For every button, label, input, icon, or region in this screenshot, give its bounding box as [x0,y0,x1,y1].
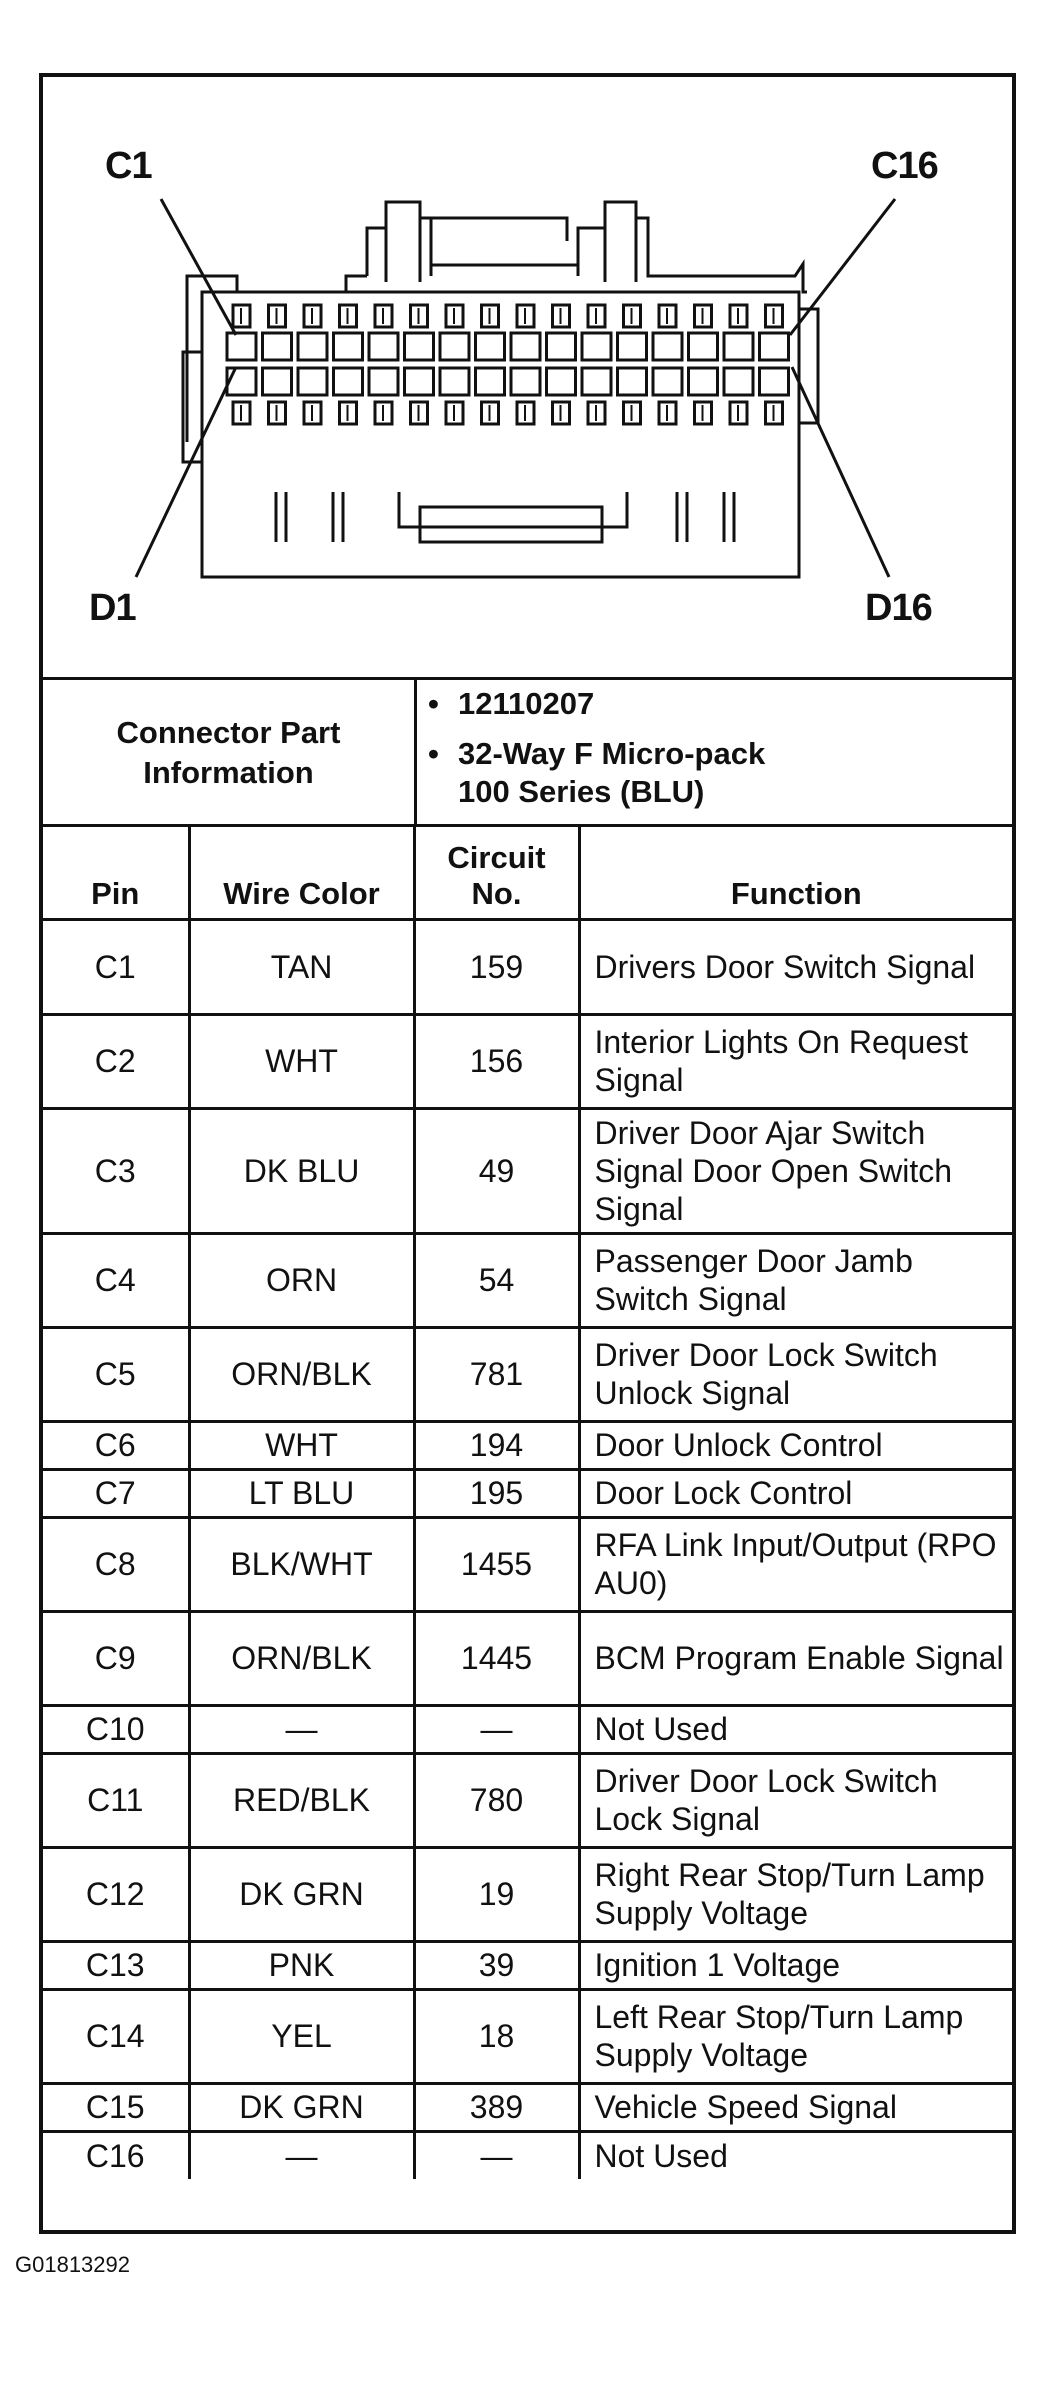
terminal-cavity [369,368,398,395]
terminal-cavity [405,368,434,395]
cell-circuit-no: 195 [414,1469,579,1517]
terminal-cavity [547,368,576,395]
cell-function: Not Used [579,1705,1012,1753]
cell-wire-color: DK BLU [189,1108,414,1233]
cell-function: Left Rear Stop/Turn Lamp Supply Voltage [579,1989,1012,2083]
terminal-cavity [618,333,647,360]
cell-wire-color: RED/BLK [189,1753,414,1847]
table-row [43,1705,1012,1753]
terminal-cavity [334,333,363,360]
cell-function: RFA Link Input/Output (RPO AU0) [579,1517,1012,1611]
table-row [43,1941,1012,1989]
terminal-cavities [227,305,789,424]
header-circuit-no: Circuit No. [414,826,579,919]
cell-function: Door Unlock Control [579,1421,1012,1469]
cell-pin: C15 [43,2083,189,2131]
table-row [43,1108,1012,1233]
cell-pin: C13 [43,1941,189,1989]
pin-table [43,826,1012,2179]
cell-circuit-no: — [414,2131,579,2179]
cell-pin: C7 [43,1469,189,1517]
terminal-cavity [724,333,753,360]
terminal-cavity [298,368,327,395]
terminal-cavity [547,333,576,360]
cell-wire-color: YEL [189,1989,414,2083]
terminal-cavity [369,333,398,360]
terminal-cavity [653,368,682,395]
table-row [43,1421,1012,1469]
cell-circuit-no: 54 [414,1233,579,1327]
cell-pin: C12 [43,1847,189,1941]
cell-circuit-no: 781 [414,1327,579,1421]
cell-function: Driver Door Lock Switch Unlock Signal [579,1327,1012,1421]
cell-pin: C4 [43,1233,189,1327]
cell-function: Not Used [579,2131,1012,2179]
cell-wire-color: ORN/BLK [189,1327,414,1421]
table-header-row [43,826,1012,919]
table-row [43,2131,1012,2179]
header-pin: Pin [43,826,189,919]
terminal-cavity [440,333,469,360]
cell-pin: C2 [43,1014,189,1108]
cell-wire-color: BLK/WHT [189,1517,414,1611]
cell-circuit-no: 780 [414,1753,579,1847]
cell-wire-color: ORN [189,1233,414,1327]
cell-function: Interior Lights On Request Signal [579,1014,1012,1108]
table-row [43,1014,1012,1108]
cell-pin: C1 [43,919,189,1014]
table-row [43,1989,1012,2083]
part-info-divider [414,679,417,826]
terminal-cavity [263,333,292,360]
terminal-cavity [582,368,611,395]
cell-function: Vehicle Speed Signal [579,2083,1012,2131]
terminal-cavity [440,368,469,395]
cell-circuit-no: 49 [414,1108,579,1233]
terminal-cavity [476,333,505,360]
terminal-cavity [653,333,682,360]
cell-pin: C14 [43,1989,189,2083]
cell-function: Drivers Door Switch Signal [579,919,1012,1014]
terminal-cavity [618,368,647,395]
cell-function: Ignition 1 Voltage [579,1941,1012,1989]
leader-line-c16 [790,199,895,335]
connector-part-information [43,679,1012,826]
table-row [43,1753,1012,1847]
cell-function: Driver Door Lock Switch Lock Signal [579,1753,1012,1847]
leader-line-c1 [161,199,236,335]
table-row [43,1327,1012,1421]
terminal-cavity [689,333,718,360]
terminal-cavity [476,368,505,395]
terminal-cavity [724,368,753,395]
terminal-cavity [760,368,789,395]
table-row [43,2083,1012,2131]
terminal-cavity [334,368,363,395]
cell-function: Passenger Door Jamb Switch Signal [579,1233,1012,1327]
table-row [43,1847,1012,1941]
cell-pin: C5 [43,1327,189,1421]
header-function: Function [579,826,1012,919]
table-row [43,919,1012,1014]
connector-face-diagram [43,77,1012,679]
cell-wire-color: TAN [189,919,414,1014]
label-d1: D1 [89,587,136,629]
terminal-cavity [582,333,611,360]
cell-function: BCM Program Enable Signal [579,1611,1012,1705]
table-row [43,1469,1012,1517]
cell-circuit-no: 19 [414,1847,579,1941]
cell-circuit-no: 156 [414,1014,579,1108]
connector-description: • 32-Way F Micro-pack 100 Series (BLU) [428,735,818,811]
cell-pin: C9 [43,1611,189,1705]
cell-wire-color: PNK [189,1941,414,1989]
terminal-cavity [511,333,540,360]
table-row [43,1517,1012,1611]
part-info-list [428,685,818,823]
terminal-cavity [227,368,256,395]
connector-end-view-chart [39,73,1016,2234]
cell-circuit-no: 18 [414,1989,579,2083]
cell-wire-color: WHT [189,1421,414,1469]
cell-function: Driver Door Ajar Switch Signal Door Open Switch Signal [579,1108,1012,1233]
table-row [43,1611,1012,1705]
cell-circuit-no: 1455 [414,1517,579,1611]
terminal-cavity [689,368,718,395]
cell-wire-color: DK GRN [189,1847,414,1941]
part-number: • 12110207 [428,685,818,723]
cell-circuit-no: 159 [414,919,579,1014]
terminal-cavity [760,333,789,360]
figure-id: G01813292 [15,2252,130,2277]
cell-pin: C16 [43,2131,189,2179]
cell-circuit-no: 389 [414,2083,579,2131]
leader-line-d16 [792,367,889,577]
cell-circuit-no: 194 [414,1421,579,1469]
terminal-cavity [263,368,292,395]
label-d16: D16 [865,587,932,629]
terminal-cavity [405,333,434,360]
cell-circuit-no: 1445 [414,1611,579,1705]
label-c16: C16 [871,145,938,187]
terminal-cavity [227,333,256,360]
cell-circuit-no: — [414,1705,579,1753]
cell-wire-color: DK GRN [189,2083,414,2131]
cell-pin: C6 [43,1421,189,1469]
cell-pin: C8 [43,1517,189,1611]
table-row [43,1233,1012,1327]
cell-pin: C11 [43,1753,189,1847]
cell-wire-color: — [189,2131,414,2179]
cell-pin: C10 [43,1705,189,1753]
terminal-cavity [298,333,327,360]
cell-wire-color: ORN/BLK [189,1611,414,1705]
header-wire-color: Wire Color [189,826,414,919]
cell-pin: C3 [43,1108,189,1233]
cell-wire-color: — [189,1705,414,1753]
cell-wire-color: WHT [189,1014,414,1108]
cell-wire-color: LT BLU [189,1469,414,1517]
terminal-cavity [511,368,540,395]
label-c1: C1 [105,145,152,187]
cell-function: Right Rear Stop/Turn Lamp Supply Voltage [579,1847,1012,1941]
part-info-label: Connector Part Information [116,714,341,790]
cell-circuit-no: 39 [414,1941,579,1989]
cell-function: Door Lock Control [579,1469,1012,1517]
